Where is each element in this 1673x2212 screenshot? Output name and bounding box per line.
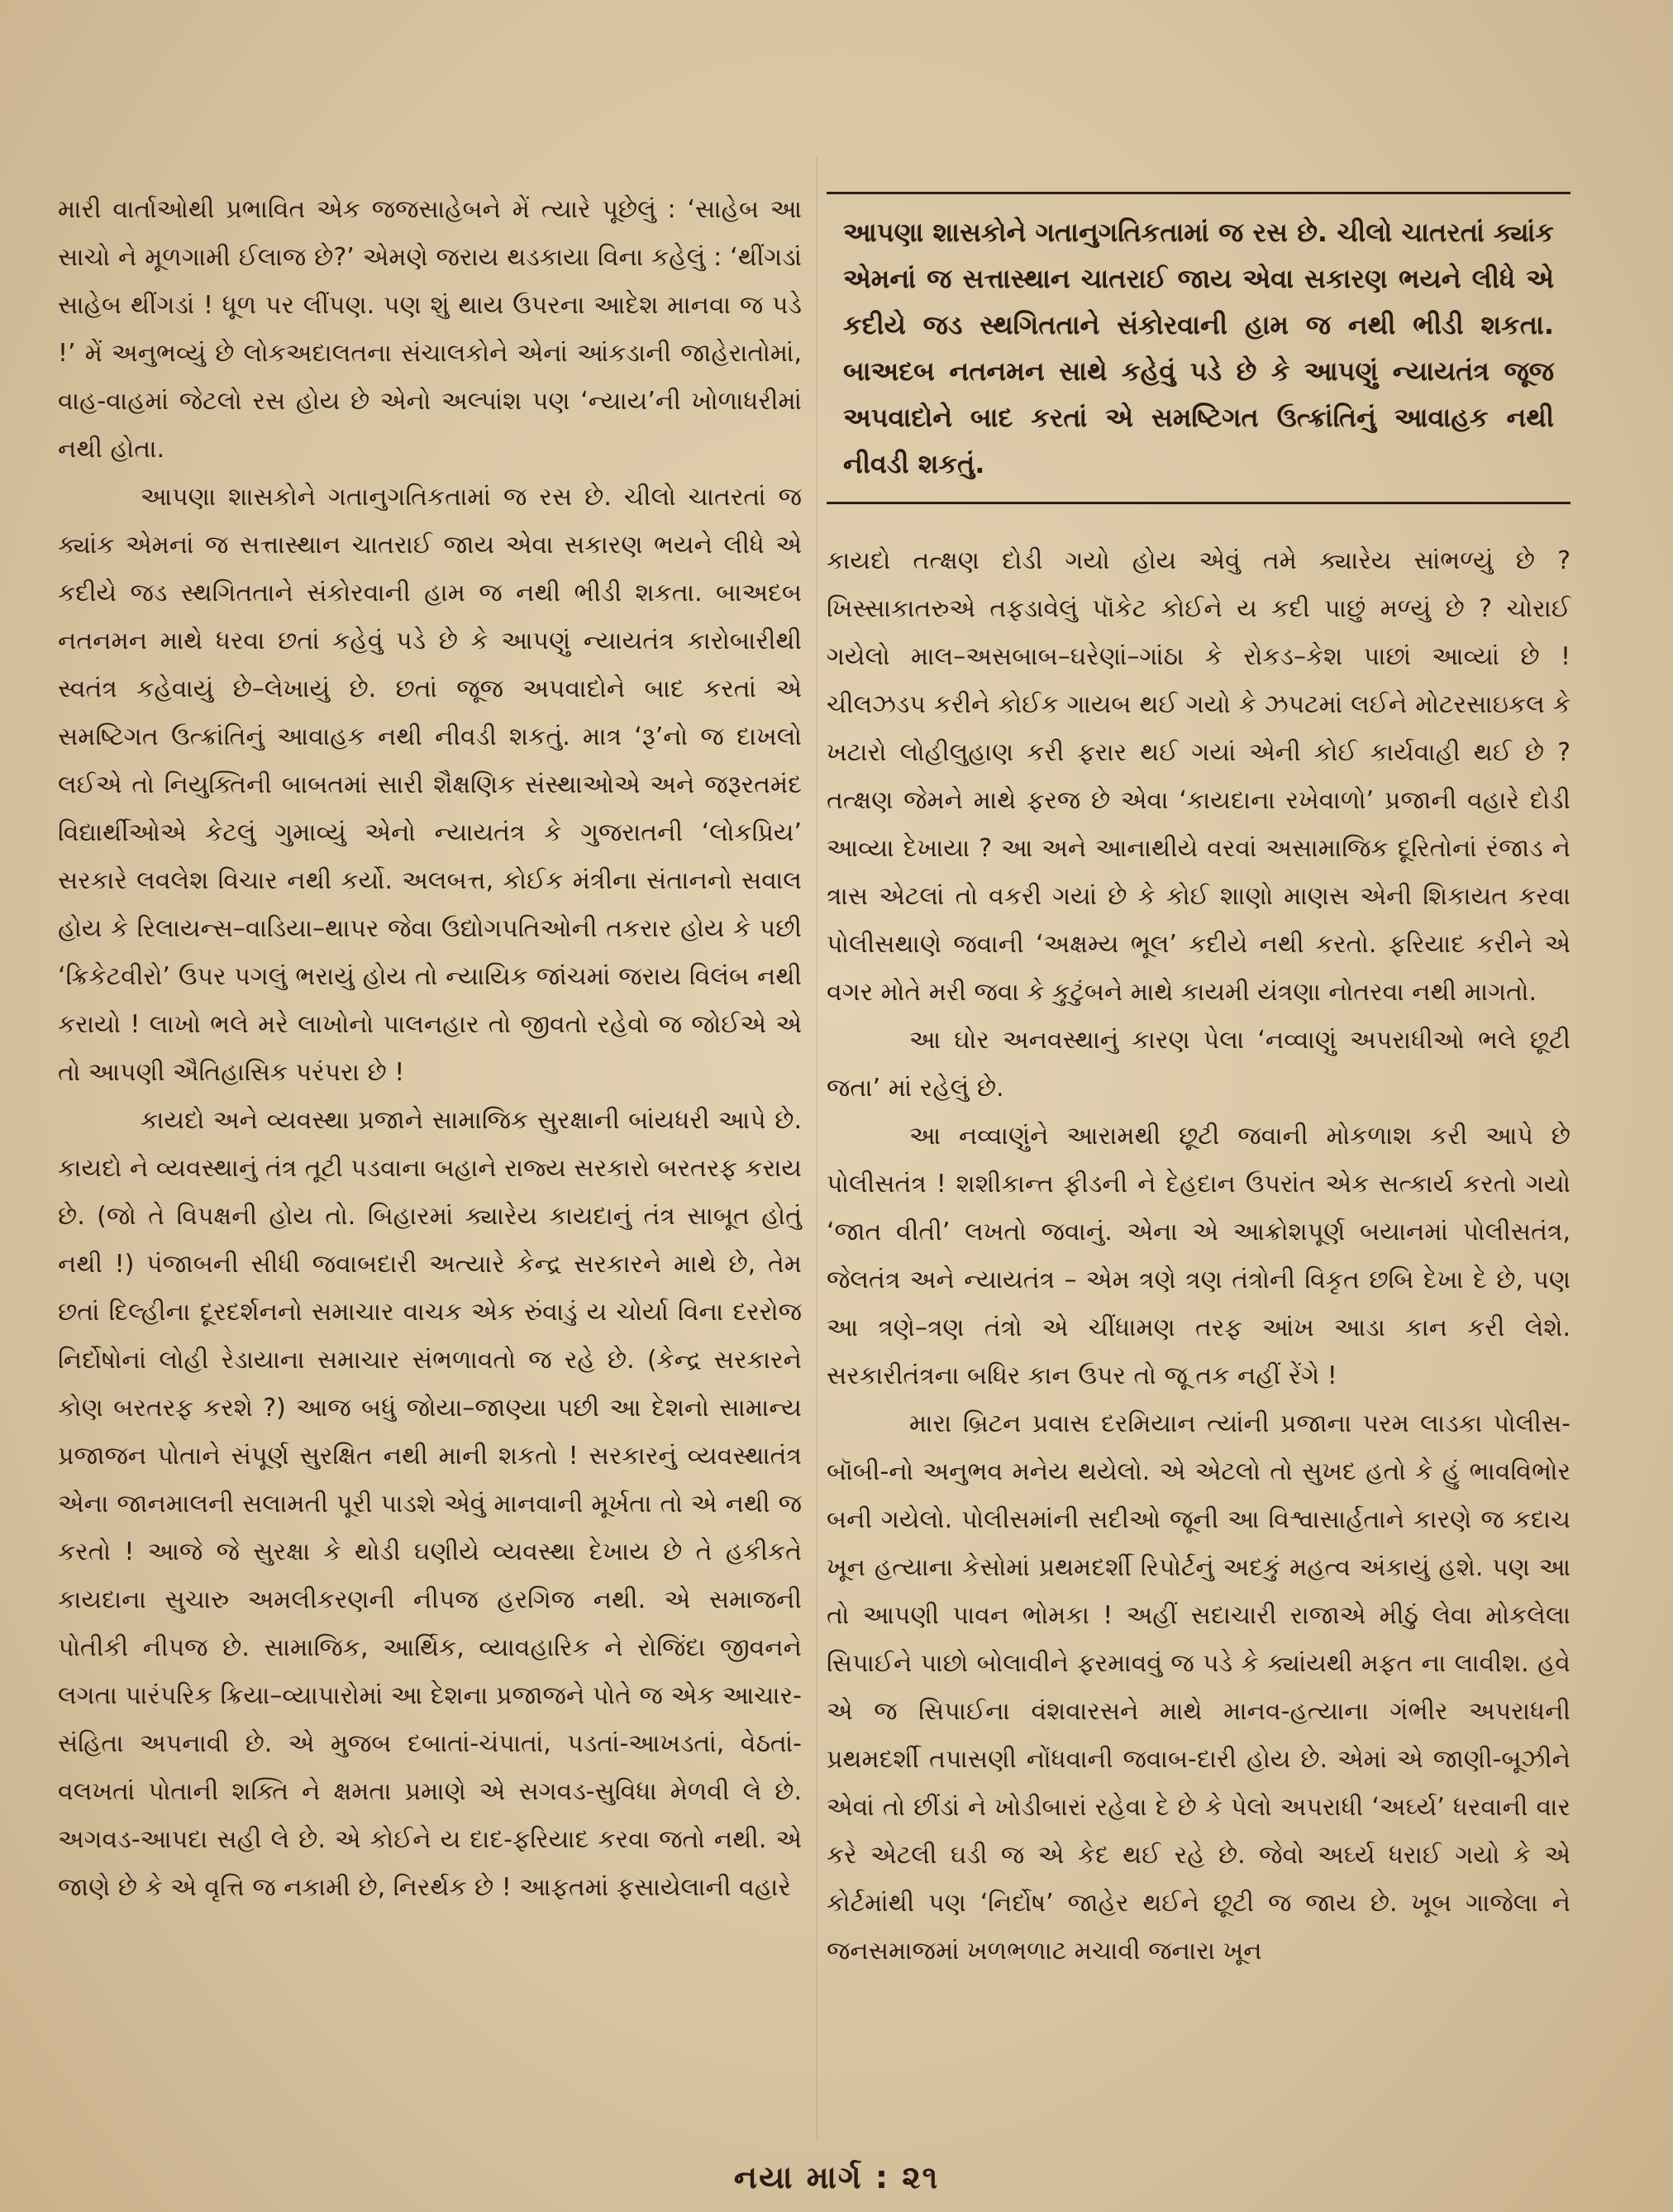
column-gutter bbox=[816, 157, 817, 2141]
paragraph: કાયદો તત્ક્ષણ દોડી ગયો હોય એવું તમે ક્યારેય સાંભળ્યું છે ? ખિસ્સાકાતરુએ તફડાવેલું પૉકેટ કોઈને ય કદી પાછું મળ્યું છે ? ચોરાઈ ગયેલો માલ–અસબાબ–ઘરેણાં–ગાંઠા કે રોકડ–કેશ પાછાં આવ્યાં છે ! ચીલઝડપ કરીને કોઈક ગાયબ થઈ ગયો કે ઝપટમાં લઈને મોટરસાઇકલ કે ખટારો લોહીલુહાણ કરી ફરાર થઈ ગયાં એની કોઈ કાર્યવાહી થઈ છે ? તત્ક્ષણ જેમને માથે ફરજ છે એવા ‘કાયદાના રખેવાળો’ પ્રજાની વહારે દોડી આવ્યા દેખાયા ? આ અને આનાથીયે વરવાં અસામાજિક દૂરિતોનાં રંજાડ ને ત્રાસ એટલાં તો વકરી ગયાં છે કે કોઈ શાણો માણસ એની શિકાયત કરવા પોલીસથાણે જવાની ‘અક્ષમ્ય ભૂલ’ કદીયે નથી કરતો. ફરિયાદ કરીને એ વગર મોતે મરી જવા કે કુટુંબને માથે કાયમી યંત્રણા નોતરવા નથી માગતો. bbox=[827, 546, 1571, 1007]
paragraph: મારા બ્રિટન પ્રવાસ દરમિયાન ત્યાંની પ્રજાના પરમ લાડકા પોલીસ-બૉબી-નો અનુભવ મનેય થયેલો. એ એટલો તો સુખદ હતો કે હું ભાવવિભોર બની ગયેલો. પોલીસમાંની સદીઓ જૂની આ વિશ્વાસાર્હતાને કારણે જ કદાચ ખૂન હત્યાના કેસોમાં પ્રથમદર્શી રિપોર્ટનું અદકું મહત્વ અંકાયું હશે. પણ આ તો આપણી પાવન ભોમકા ! અહીં સદાચારી રાજાએ મીઠું લેવા મોકલેલા સિપાઈને પાછો બોલાવીને ફરમાવવું જ પડે કે ક્યાંયથી મફત ના લાવીશ. હવે એ જ સિપાઈના વંશવારસને માથે માનવ-હત્યાના ગંભીર અપરાધની પ્રથમદર્શી તપાસણી નોંધવાની જવાબ-દારી હોય છે. એમાં એ જાણી-બૂઝીને એવાં તો છીંડાં ને ખોડીબારાં રહેવા દે છે કે પેલો અપરાધી ‘અર્ઘ્ય’ ધરવાની વાર કરે એટલી ઘડી જ એ કેદ થઈ રહે છે. જેવો અર્ઘ્ય ધરાઈ ગયો કે એ કોર્ટમાંથી પણ ‘નિર્દોષ’ જાહેર થઈને છૂટી જ જાય છે. ખૂબ ગાજેલા ને જનસમાજમાં ખળભળાટ મચાવી જનારા ખૂન bbox=[827, 1409, 1571, 1966]
right-column-text bbox=[827, 537, 1571, 1976]
paragraph: કાયદો અને વ્યવસ્થા પ્રજાને સામાજિક સુરક્ષાની બાંયધરી આપે છે. કાયદો ને વ્યવસ્થાનું તંત્ર તૂટી પડવાના બહાને રાજ્ય સરકારો બરતરફ કરાય છે. (જો તે વિપક્ષની હોય તો. બિહારમાં ક્યારેય કાયદાનું તંત્ર સાબૂત હોતું નથી !) પંજાબની સીધી જવાબદારી અત્યારે કેન્દ્ર સરકારને માથે છે, તેમ છતાં દિલ્હીના દૂરદર્શનનો સમાચાર વાચક એક રુંવાડું ય ચોર્યા વિના દરરોજ નિર્દોષોનાં લોહી રેડાયાના સમાચાર સંભળાવતો જ રહે છે. (કેન્દ્ર સરકારને કોણ બરતરફ કરશે ?) આજ બધું જોયા–જાણ્યા પછી આ દેશનો સામાન્ય પ્રજાજન પોતાને સંપૂર્ણ સુરક્ષિત નથી માની શકતો ! સરકારનું વ્યવસ્થાતંત્ર એના જાનમાલની સલામતી પૂરી પાડશે એવું માનવાની મૂર્ખતા તો એ નથી જ કરતો ! આજે જે સુરક્ષા કે થોડી ઘણીયે વ્યવસ્થા દેખાય છે તે હકીકતે કાયદાના સુચારુ અમલીકરણની નીપજ હરગિજ નથી. એ સમાજની પોતીકી નીપજ છે. સામાજિક, આર્થિક, વ્યાવહારિક ને રોજિંદા જીવનને લગતા પારંપરિક ક્રિયા–વ્યાપારોમાં આ દેશના પ્રજાજને પોતે જ એક આચાર-સંહિતા અપનાવી છે. એ મુજબ દબાતાં-ચંપાતાં, પડતાં-આખડતાં, વેઠતાં-વલખતાં પોતાની શક્તિ ને ક્ષમતા પ્રમાણે એ સગવડ-સુવિધા મેળવી લે છે. અગવડ-આપદા સહી લે છે. એ કોઈને ય દાદ-ફરિયાદ કરવા જતો નથી. એ જાણે છે કે એ વૃત્તિ જ નકામી છે, નિરર્થક છે ! આફતમાં ફસાયેલાની વહારે bbox=[58, 1106, 802, 1902]
right-column bbox=[827, 0, 1571, 2212]
paragraph: આપણા શાસકોને ગતાનુગતિકતામાં જ રસ છે. ચીલો ચાતરતાં જ ક્યાંક એમનાં જ સત્તાસ્થાન ચાતરાઈ જાય એવા સકારણ ભયને લીધે એ કદીયે જડ સ્થગિતતાને સંકોરવાની હામ જ નથી ભીડી શકતા. બાઅદબ નતનમન માથે ધરવા છતાં કહેવું પડે છે કે આપણું ન્યાયતંત્ર કારોબારીથી સ્વતંત્ર કહેવાયું છે–લેખાયું છે. છતાં જૂજ અપવાદોને બાદ કરતાં એ સમષ્ટિગત ઉત્ક્રાંતિનું આવાહક નથી નીવડી શકતું. માત્ર ‘રૂ’નો જ દાખલો લઈએ તો નિયુક્તિની બાબતમાં સારી શૈક્ષણિક સંસ્થાઓએ અને જરૂરતમંદ વિદ્યાર્થીઓએ કેટલું ગુમાવ્યું એનો ન્યાયતંત્ર કે ગુજરાતની ‘લોકપ્રિય’ સરકારે લવલેશ વિચાર નથી કર્યો. અલબત્ત, કોઈક મંત્રીના સંતાનનો સવાલ હોય કે રિલાયન્સ–વાડિયા–થાપર જેવા ઉદ્યોગપતિઓની તકરાર હોય કે પછી ‘ક્રિકેટવીરો’ ઉપર પગલું ભરાયું હોય તો ન્યાયિક જાંચમાં જરાય વિલંબ નથી કરાયો ! લાખો ભલે મરે લાખોનો પાલનહાર તો જીવતો રહેવો જ જોઈએ એ તો આપણી ઐતિહાસિક પરંપરા છે ! bbox=[58, 483, 802, 1087]
page-footer: નયા માર્ગ : ૨૧ bbox=[733, 2159, 940, 2195]
pull-quote bbox=[827, 192, 1571, 504]
pull-quote-text: આપણા શાસકોને ગતાનુગતિકતામાં જ રસ છે. ચીલો ચાતરતાં ક્યાંક એમનાં જ સત્તાસ્થાન ચાતરાઈ જાય એવા સકારણ ભયને લીધે એ કદીયે જડ સ્થગિતતાને સંકોરવાની હામ જ નથી ભીડી શકતા. બાઅદબ નતનમન સાથે કહેવું પડે છે કે આપણું ન્યાયતંત્ર જૂજ અપવાદોને બાદ કરતાં એ સમષ્ટિગત ઉત્ક્રાંતિનું આવાહક નથી નીવડી શકતું. bbox=[843, 217, 1554, 479]
paragraph: મારી વાર્તાઓથી પ્રભાવિત એક જજસાહેબને મેં ત્યારે પૂછેલું : ‘સાહેબ આ સાચો ને મૂળગામી ઈલાજ છે?’ એમણે જરાય થડકાયા વિના કહેલું : ‘થીંગડાં સાહેબ થીંગડાં ! ધૂળ પર લીંપણ. પણ શું થાય ઉપરના આદેશ માનવા જ પડે !’ મેં અનુભવ્યું છે લોકઅદાલતના સંચાલકોને એનાં આંકડાની જાહેરાતોમાં, વાહ-વાહમાં જેટલો રસ હોય છે એનો અલ્પાંશ પણ ‘ન્યાય’ની ખોળાધરીમાં નથી હોતા. bbox=[58, 195, 802, 464]
left-column bbox=[58, 0, 802, 2212]
left-column-text bbox=[58, 186, 802, 1912]
paragraph: આ નવ્વાણુંને આરામથી છૂટી જવાની મોકળાશ કરી આપે છે પોલીસતંત્ર ! શશીકાન્ત ફીડની ને દેહદાન ઉપરાંત એક સત્કાર્ય કરતો ગયો ‘જાત વીતી’ લખતો જવાનું. એના એ આક્રોશપૂર્ણ બયાનમાં પોલીસતંત્ર, જેલતંત્ર અને ન્યાયતંત્ર – એમ ત્રણે ત્રણ તંત્રોની વિકૃત છબિ દેખા દે છે, પણ આ ત્રણે–ત્રણ તંત્રો એ ચીંધામણ તરફ આંખ આડા કાન કરી લેશે. સરકારીતંત્રના બધિર કાન ઉપર તો જૂ તક નહીં રેંગે ! bbox=[827, 1122, 1571, 1390]
paragraph: આ ઘોર અનવસ્થાનું કારણ પેલા ‘નવ્વાણું અપરાધીઓ ભલે છૂટી જતા’ માં રહેલું છે. bbox=[827, 1026, 1571, 1103]
